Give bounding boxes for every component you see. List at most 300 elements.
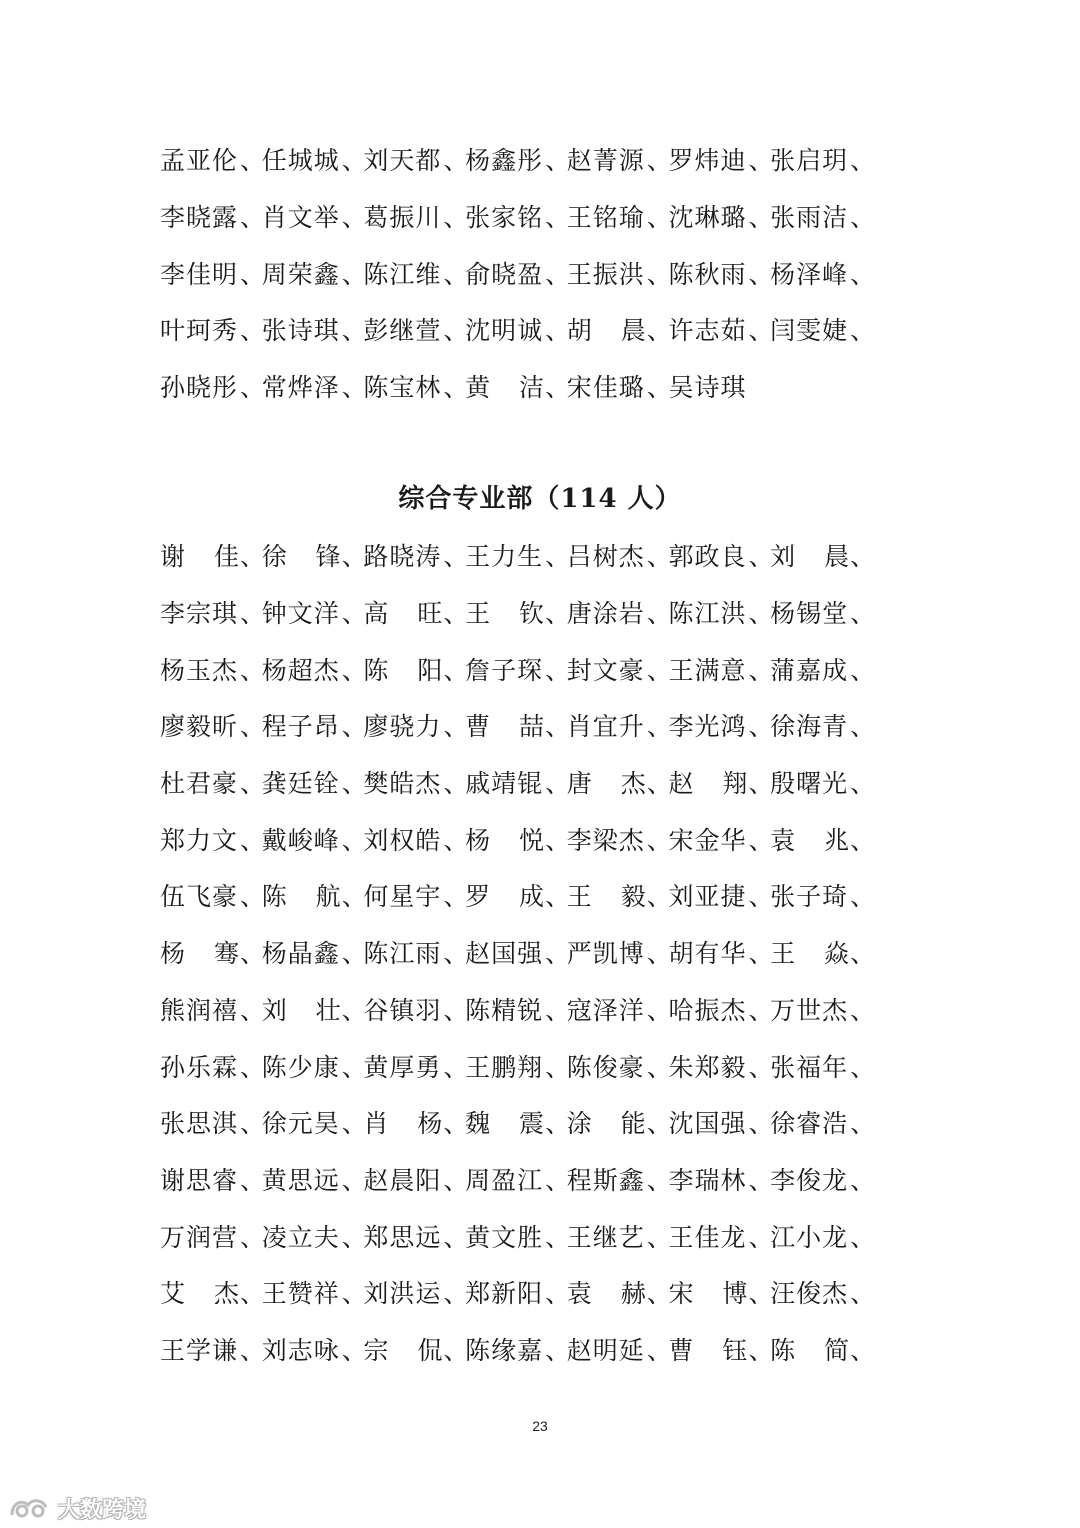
name-entry <box>465 1218 572 1254</box>
name-entry <box>160 594 267 630</box>
person-name: 张福年 <box>770 1052 849 1082</box>
separator-mark: 、 <box>646 1335 673 1365</box>
person-name: 郑思远 <box>363 1222 442 1252</box>
person-name: 张家铭 <box>465 203 544 233</box>
separator-mark: 、 <box>748 882 775 912</box>
name-entry <box>668 1218 775 1254</box>
person-name: 沈国强 <box>668 1109 747 1139</box>
separator-mark: 、 <box>341 1279 368 1309</box>
name-entry <box>465 198 572 234</box>
person-name: 龚廷铨 <box>261 769 340 799</box>
person-name: 封文豪 <box>566 655 645 685</box>
name-entry <box>668 651 775 687</box>
separator-mark: 、 <box>748 1222 775 1252</box>
separator-mark: 、 <box>646 1109 673 1139</box>
name-row <box>160 358 920 415</box>
watermark-text: 大数跨境 <box>58 1497 147 1523</box>
person-name: 魏 震 <box>465 1109 546 1139</box>
person-name: 戴峻峰 <box>261 825 340 855</box>
separator-mark: 、 <box>240 542 267 572</box>
separator-mark: 、 <box>443 259 470 289</box>
person-name: 殷曙光 <box>770 769 849 799</box>
separator-mark: 、 <box>545 825 572 855</box>
person-name: 廖骁力 <box>363 712 442 742</box>
separator-mark: 、 <box>748 316 775 346</box>
separator-mark: 、 <box>341 769 368 799</box>
name-row <box>160 584 920 641</box>
person-name: 唐 杰 <box>566 769 647 799</box>
person-name: 葛振川 <box>363 203 442 233</box>
name-entry <box>668 141 775 177</box>
person-name: 王 焱 <box>770 939 851 969</box>
person-name: 常烨泽 <box>261 373 340 403</box>
person-name: 郑力文 <box>160 825 239 855</box>
name-row <box>160 244 920 301</box>
separator-mark: 、 <box>443 712 470 742</box>
separator-mark: 、 <box>748 825 775 855</box>
separator-mark: 、 <box>850 203 877 233</box>
separator-mark: 、 <box>240 599 267 629</box>
name-entry <box>668 821 775 857</box>
separator-mark: 、 <box>545 769 572 799</box>
name-entry <box>668 1048 775 1084</box>
person-name: 哈振杰 <box>668 995 747 1025</box>
separator-mark: 、 <box>240 316 267 346</box>
person-name: 张思淇 <box>160 1109 239 1139</box>
person-name: 宋 博 <box>668 1279 749 1309</box>
person-name: 戚靖锟 <box>465 769 544 799</box>
person-name: 程斯鑫 <box>566 1165 645 1195</box>
name-row <box>160 697 920 754</box>
separator-mark: 、 <box>443 1165 470 1195</box>
separator-mark: 、 <box>443 203 470 233</box>
name-entry <box>566 1218 673 1254</box>
name-row <box>160 188 920 245</box>
name-entry <box>668 198 775 234</box>
name-entry <box>566 877 673 913</box>
separator-mark: 、 <box>545 882 572 912</box>
name-entry <box>261 255 368 291</box>
person-name: 郑新阳 <box>465 1279 544 1309</box>
separator-mark: 、 <box>443 1109 470 1139</box>
name-entry <box>566 764 673 800</box>
person-name: 谷镇羽 <box>363 995 442 1025</box>
separator-mark: 、 <box>341 825 368 855</box>
person-name: 王力生 <box>465 542 544 572</box>
separator-mark: 、 <box>748 203 775 233</box>
person-name: 刘权皓 <box>363 825 442 855</box>
name-entry <box>770 537 877 573</box>
name-row <box>160 754 920 811</box>
separator-mark: 、 <box>240 769 267 799</box>
person-name: 沈琳璐 <box>668 203 747 233</box>
name-row <box>160 1264 920 1321</box>
person-name: 张子琦 <box>770 882 849 912</box>
name-entry <box>160 1218 267 1254</box>
person-name: 王 钦 <box>465 599 546 629</box>
name-row <box>160 131 920 188</box>
name-row <box>160 810 920 867</box>
name-entry <box>770 1274 877 1310</box>
name-entry <box>770 1104 877 1140</box>
person-name: 陈缘嘉 <box>465 1335 544 1365</box>
person-name: 宋金华 <box>668 825 747 855</box>
name-entry <box>160 141 267 177</box>
person-name: 熊润禧 <box>160 995 239 1025</box>
name-entry <box>261 877 368 913</box>
name-entry <box>363 255 470 291</box>
separator-mark: 、 <box>646 542 673 572</box>
separator-mark: 、 <box>850 1052 877 1082</box>
separator-mark: 、 <box>240 259 267 289</box>
name-entry <box>566 1331 673 1367</box>
name-row <box>160 1094 920 1151</box>
name-entry <box>160 1331 267 1367</box>
separator-mark: 、 <box>748 1165 775 1195</box>
name-entry <box>363 311 470 347</box>
name-entry <box>465 764 572 800</box>
person-name: 严凯博 <box>566 939 645 969</box>
separator-mark: 、 <box>850 146 877 176</box>
watermark <box>8 1493 146 1523</box>
separator-mark: 、 <box>850 882 877 912</box>
separator-mark: 、 <box>646 995 673 1025</box>
person-name: 黄 洁 <box>465 373 546 403</box>
name-entry <box>770 1218 877 1254</box>
name-entry <box>261 1274 368 1310</box>
name-entry <box>261 707 368 743</box>
name-entry <box>668 368 770 404</box>
name-entry <box>770 651 877 687</box>
name-row <box>160 1151 920 1208</box>
person-name: 周盈江 <box>465 1165 544 1195</box>
section-heading: 综合专业部（114 人） <box>398 484 682 514</box>
name-entry <box>160 651 267 687</box>
name-entry <box>363 707 470 743</box>
name-entry <box>465 311 572 347</box>
person-name: 伍飞豪 <box>160 882 239 912</box>
person-name: 任城城 <box>261 146 340 176</box>
person-name: 蒲嘉成 <box>770 655 849 685</box>
name-entry <box>160 1274 267 1310</box>
person-name: 肖 杨 <box>363 1109 444 1139</box>
name-entry <box>261 651 368 687</box>
person-name: 刘志咏 <box>261 1335 340 1365</box>
name-entry <box>465 1274 572 1310</box>
name-entry <box>160 707 267 743</box>
person-name: 陈江雨 <box>363 939 442 969</box>
separator-mark: 、 <box>850 1222 877 1252</box>
separator-mark: 、 <box>850 599 877 629</box>
separator-mark: 、 <box>341 373 368 403</box>
name-row <box>160 640 920 697</box>
person-name: 郭政良 <box>668 542 747 572</box>
name-entry <box>363 651 470 687</box>
separator-mark: 、 <box>850 1335 877 1365</box>
name-entry <box>160 991 267 1027</box>
name-entry <box>465 934 572 970</box>
separator-mark: 、 <box>341 1109 368 1139</box>
separator-mark: 、 <box>748 939 775 969</box>
name-entry <box>465 368 572 404</box>
person-name: 肖宜升 <box>566 712 645 742</box>
name-entry <box>261 821 368 857</box>
name-entry <box>566 594 673 630</box>
person-name: 杨鑫彤 <box>465 146 544 176</box>
separator-mark: 、 <box>748 769 775 799</box>
separator-mark: 、 <box>646 1222 673 1252</box>
name-entry <box>363 537 470 573</box>
separator-mark: 、 <box>748 1335 775 1365</box>
separator-mark: 、 <box>646 939 673 969</box>
person-name: 何星宇 <box>363 882 442 912</box>
person-name: 杨泽峰 <box>770 259 849 289</box>
person-name: 李宗琪 <box>160 599 239 629</box>
name-entry <box>770 594 877 630</box>
name-entry <box>363 821 470 857</box>
name-entry <box>770 707 877 743</box>
separator-mark: 、 <box>443 769 470 799</box>
name-entry <box>465 537 572 573</box>
person-name: 张雨洁 <box>770 203 849 233</box>
name-entry <box>465 651 572 687</box>
name-entry <box>363 764 470 800</box>
person-name: 王鹏翔 <box>465 1052 544 1082</box>
person-name: 陈 简 <box>770 1335 851 1365</box>
person-name: 王振洪 <box>566 259 645 289</box>
person-name: 唐涂岩 <box>566 599 645 629</box>
name-entry <box>363 594 470 630</box>
logo-icon <box>8 1495 52 1521</box>
person-name: 万润营 <box>160 1222 239 1252</box>
separator-mark: 、 <box>748 146 775 176</box>
name-entry <box>160 198 267 234</box>
separator-mark: 、 <box>341 259 368 289</box>
name-entry <box>770 1331 877 1367</box>
person-name: 廖毅昕 <box>160 712 239 742</box>
name-entry <box>566 1104 673 1140</box>
separator-mark: 、 <box>341 316 368 346</box>
person-name: 凌立夫 <box>261 1222 340 1252</box>
name-entry <box>363 368 470 404</box>
person-name: 刘亚捷 <box>668 882 747 912</box>
separator-mark: 、 <box>748 1052 775 1082</box>
separator-mark: 、 <box>240 882 267 912</box>
separator-mark: 、 <box>850 939 877 969</box>
separator-mark: 、 <box>545 146 572 176</box>
name-entry <box>261 934 368 970</box>
separator-mark: 、 <box>240 655 267 685</box>
name-entry <box>261 141 368 177</box>
person-name: 刘 壮 <box>261 995 342 1025</box>
separator-mark: 、 <box>545 995 572 1025</box>
name-entry <box>465 141 572 177</box>
person-name: 艾 杰 <box>160 1279 240 1309</box>
person-name: 王继艺 <box>566 1222 645 1252</box>
name-entry <box>668 311 775 347</box>
person-name: 樊皓杰 <box>363 769 442 799</box>
person-name: 孙晓彤 <box>160 373 239 403</box>
person-name: 杨超杰 <box>261 655 340 685</box>
name-entry <box>566 311 673 347</box>
person-name: 吕树杰 <box>566 542 645 572</box>
separator-mark: 、 <box>850 1279 877 1309</box>
person-name: 宋佳璐 <box>566 373 645 403</box>
person-name: 俞晓盈 <box>465 259 544 289</box>
person-name: 袁 赫 <box>566 1279 647 1309</box>
separator-mark: 、 <box>240 373 267 403</box>
separator-mark: 、 <box>748 542 775 572</box>
name-entry <box>566 1161 673 1197</box>
person-name: 叶珂秀 <box>160 316 239 346</box>
person-name: 沈明诚 <box>465 316 544 346</box>
person-name: 陈精锐 <box>465 995 544 1025</box>
separator-mark: 、 <box>850 655 877 685</box>
name-entry <box>261 1104 368 1140</box>
separator-mark: 、 <box>443 146 470 176</box>
name-entry <box>261 368 368 404</box>
person-name: 万世杰 <box>770 995 849 1025</box>
name-entry <box>668 1161 775 1197</box>
separator-mark: 、 <box>850 259 877 289</box>
separator-mark: 、 <box>443 882 470 912</box>
separator-mark: 、 <box>545 599 572 629</box>
separator-mark: 、 <box>240 995 267 1025</box>
person-name: 肖文举 <box>261 203 340 233</box>
separator-mark: 、 <box>545 373 572 403</box>
person-name: 罗炜迪 <box>668 146 747 176</box>
person-name: 黄文胜 <box>465 1222 544 1252</box>
person-name: 陈少康 <box>261 1052 340 1082</box>
separator-mark: 、 <box>240 712 267 742</box>
person-name: 杨 悦 <box>465 825 546 855</box>
separator-mark: 、 <box>545 259 572 289</box>
name-entry <box>363 1048 470 1084</box>
person-name: 刘天都 <box>363 146 442 176</box>
separator-mark: 、 <box>443 316 470 346</box>
separator-mark: 、 <box>443 1052 470 1082</box>
person-name: 王赞祥 <box>261 1279 340 1309</box>
name-entry <box>465 1331 572 1367</box>
separator-mark: 、 <box>341 146 368 176</box>
person-name: 李俊龙 <box>770 1165 849 1195</box>
person-name: 陈俊豪 <box>566 1052 645 1082</box>
name-entry <box>566 651 673 687</box>
name-entry <box>770 198 877 234</box>
separator-mark: 、 <box>240 825 267 855</box>
name-entry <box>363 991 470 1027</box>
person-name: 徐元昊 <box>261 1109 340 1139</box>
name-entry <box>770 311 877 347</box>
name-entry <box>465 1161 572 1197</box>
person-name: 赵 翔 <box>668 769 749 799</box>
separator-mark: 、 <box>850 316 877 346</box>
name-entry <box>465 1104 572 1140</box>
person-name: 王满意 <box>668 655 747 685</box>
person-name: 许志茹 <box>668 316 747 346</box>
separator-mark: 、 <box>443 1279 470 1309</box>
person-name: 陈江维 <box>363 259 442 289</box>
separator-mark: 、 <box>748 712 775 742</box>
separator-mark: 、 <box>240 1222 267 1252</box>
name-entry <box>160 1161 267 1197</box>
person-name: 周荣鑫 <box>261 259 340 289</box>
name-entry <box>668 764 775 800</box>
name-entry <box>261 594 368 630</box>
separator-mark: 、 <box>850 825 877 855</box>
name-entry <box>668 877 775 913</box>
person-name: 汪俊杰 <box>770 1279 849 1309</box>
name-entry <box>465 594 572 630</box>
name-entry <box>566 991 673 1027</box>
name-entry <box>770 1048 877 1084</box>
separator-mark: 、 <box>341 599 368 629</box>
separator-mark: 、 <box>545 542 572 572</box>
separator-mark: 、 <box>240 1335 267 1365</box>
separator-mark: 、 <box>850 712 877 742</box>
name-entry <box>668 707 775 743</box>
person-name: 陈 阳 <box>363 655 444 685</box>
name-entry <box>770 991 877 1027</box>
person-name: 胡有华 <box>668 939 747 969</box>
name-entry <box>261 1161 368 1197</box>
name-entry <box>770 255 877 291</box>
name-entry <box>566 1274 673 1310</box>
person-name: 詹子琛 <box>465 655 544 685</box>
person-name: 谢 佳 <box>160 542 240 572</box>
separator-mark: 、 <box>646 259 673 289</box>
person-name: 李瑞林 <box>668 1165 747 1195</box>
person-name: 陈江洪 <box>668 599 747 629</box>
person-name: 赵明延 <box>566 1335 645 1365</box>
separator-mark: 、 <box>748 995 775 1025</box>
name-entry <box>465 991 572 1027</box>
separator-mark: 、 <box>545 1335 572 1365</box>
person-name: 曹 钰 <box>668 1335 749 1365</box>
name-entry <box>566 821 673 857</box>
separator-mark: 、 <box>545 203 572 233</box>
name-entry <box>668 934 775 970</box>
person-name: 李梁杰 <box>566 825 645 855</box>
page-number: 23 <box>532 1418 548 1434</box>
person-name: 李佳明 <box>160 259 239 289</box>
separator-mark: 、 <box>545 1279 572 1309</box>
separator-mark: 、 <box>646 1279 673 1309</box>
name-entry <box>566 255 673 291</box>
name-entry <box>363 934 470 970</box>
name-row <box>160 867 920 924</box>
separator-mark: 、 <box>443 373 470 403</box>
name-entry <box>160 764 267 800</box>
name-entry <box>465 821 572 857</box>
separator-mark: 、 <box>341 1165 368 1195</box>
separator-mark: 、 <box>748 1279 775 1309</box>
name-entry <box>566 537 673 573</box>
person-name: 路晓涛 <box>363 542 442 572</box>
separator-mark: 、 <box>341 1052 368 1082</box>
separator-mark: 、 <box>240 939 267 969</box>
person-name: 陈 航 <box>261 882 342 912</box>
name-row <box>160 1207 920 1264</box>
separator-mark: 、 <box>646 203 673 233</box>
person-name: 程子昂 <box>261 712 340 742</box>
separator-mark: 、 <box>443 1335 470 1365</box>
separator-mark: 、 <box>443 655 470 685</box>
separator-mark: 、 <box>545 1222 572 1252</box>
name-row <box>160 527 920 584</box>
person-name: 闫雯婕 <box>770 316 849 346</box>
person-name: 谢思睿 <box>160 1165 239 1195</box>
